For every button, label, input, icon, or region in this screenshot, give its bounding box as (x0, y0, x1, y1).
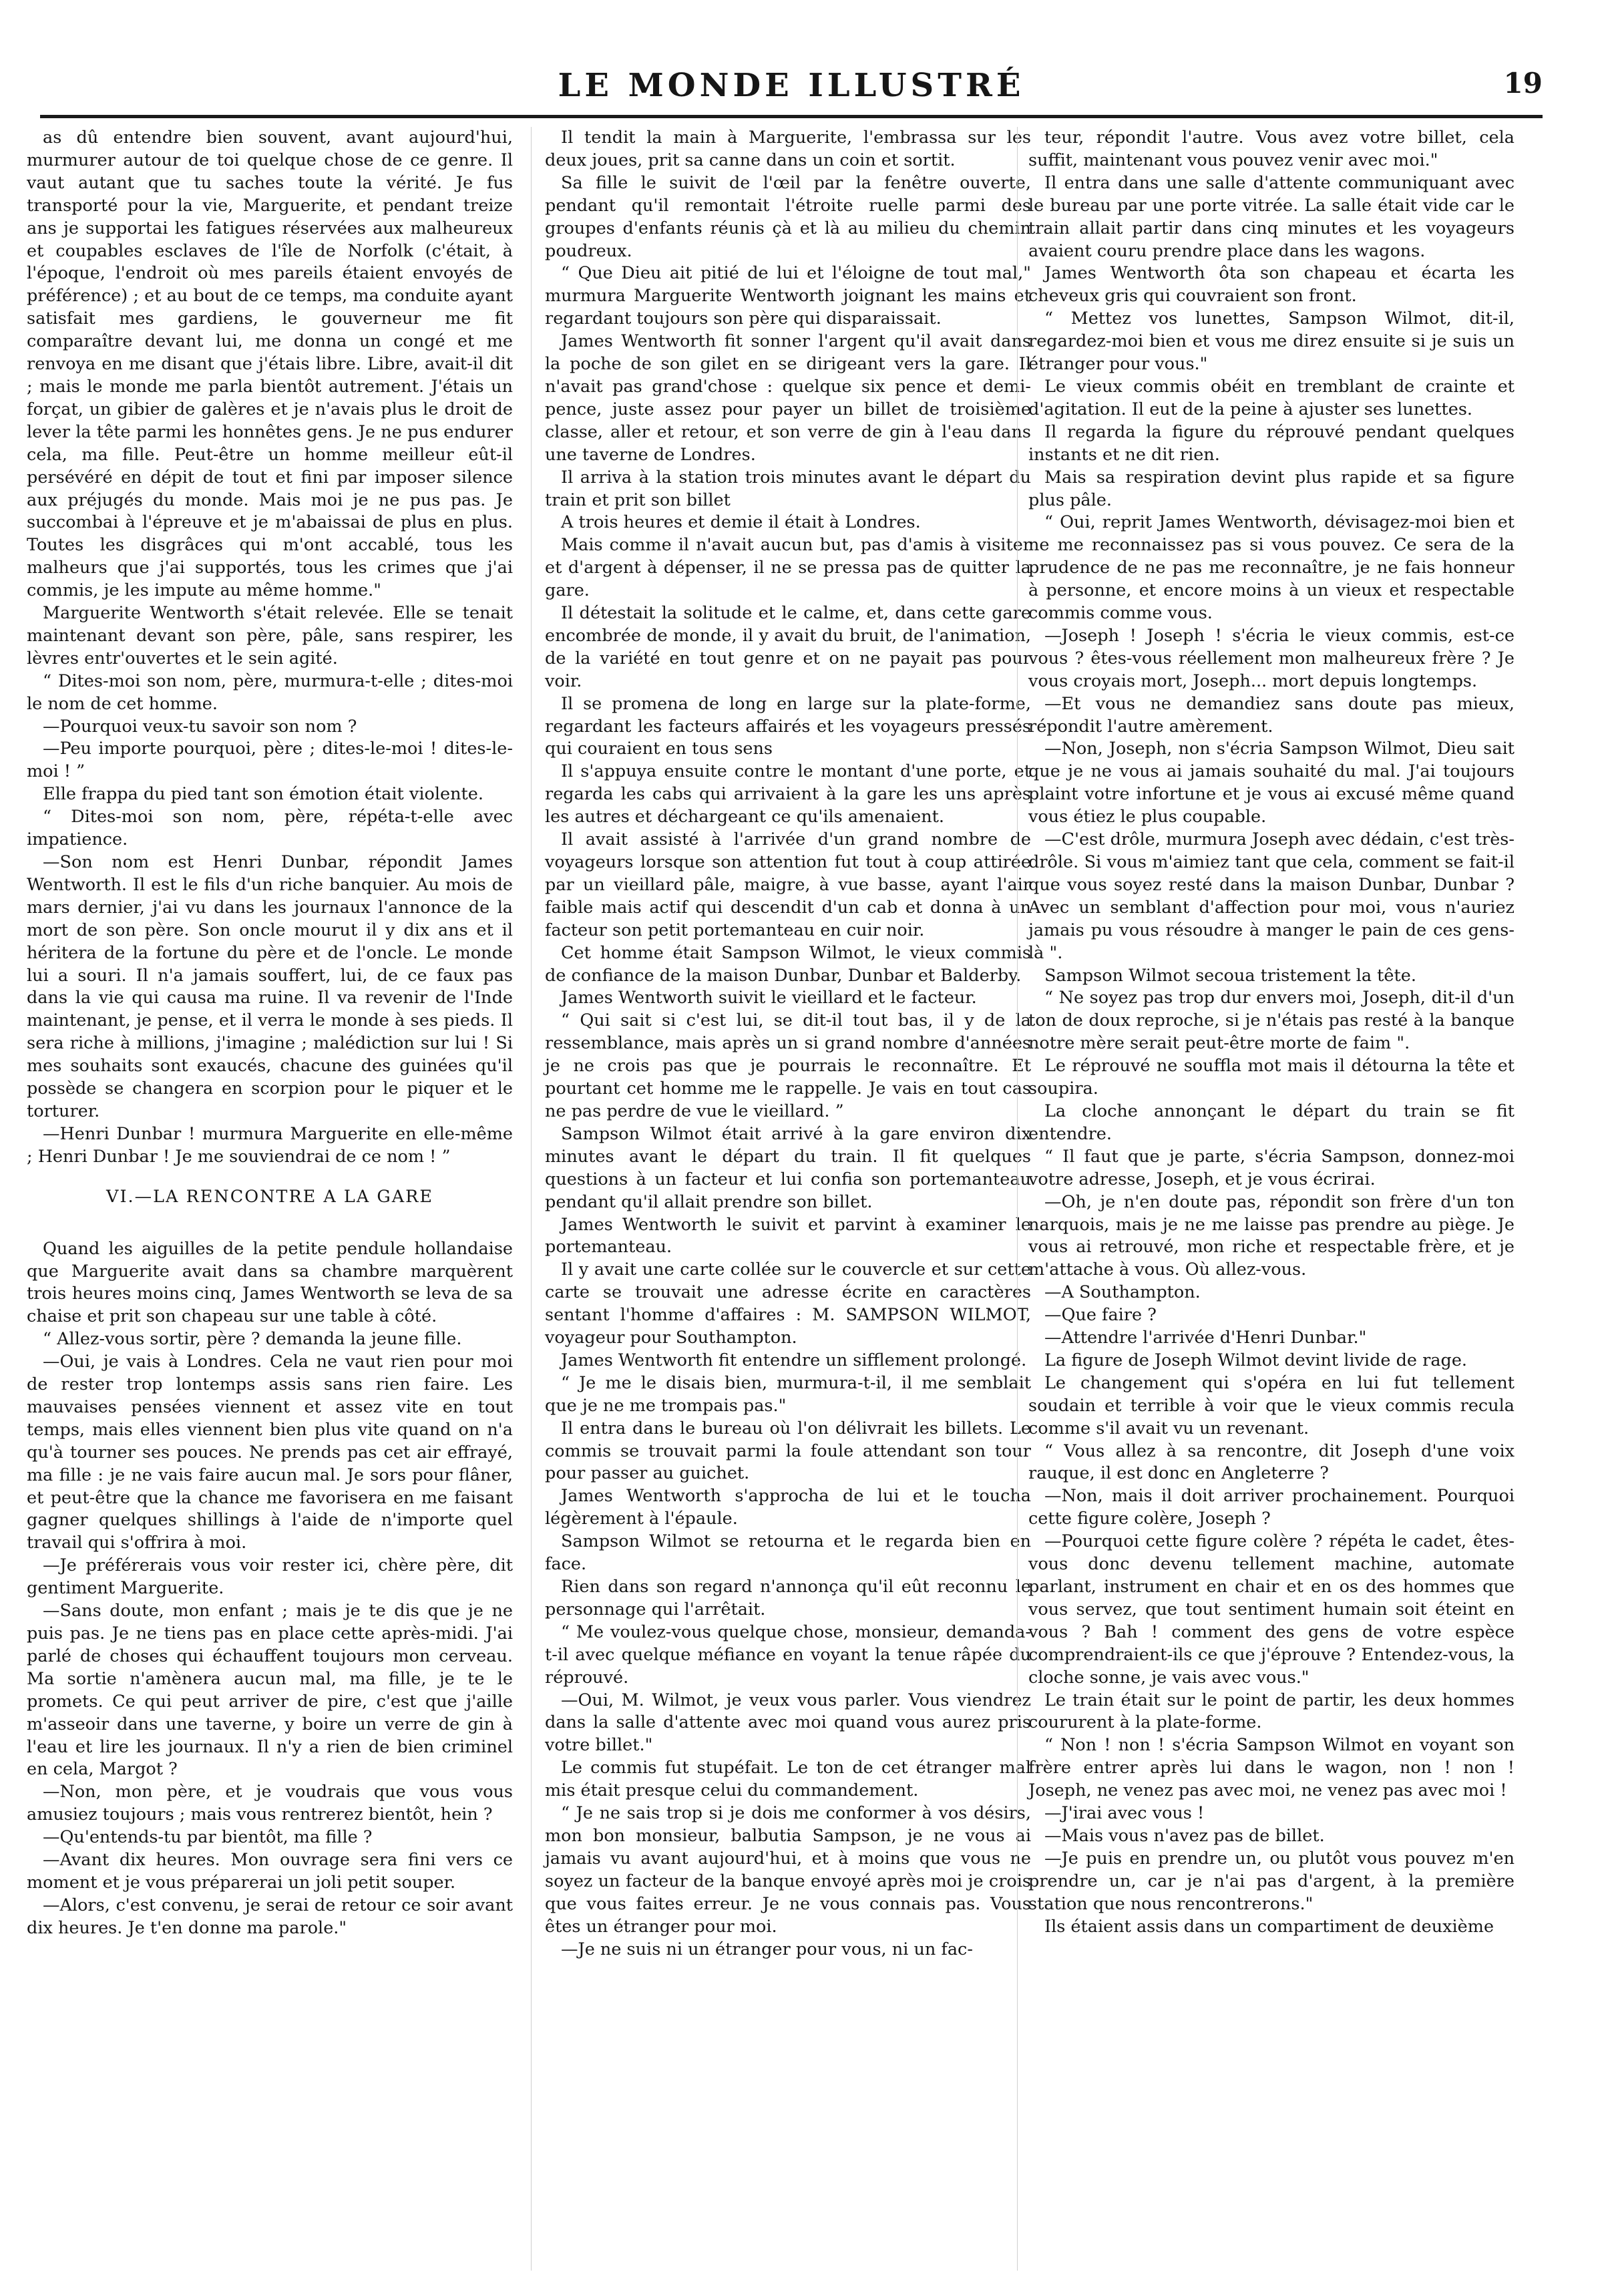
text-column-1 (27, 127, 513, 1940)
paragraph: Il tendit la main à Marguerite, l'embrassa sur les deux joues, prit sa canne dans un coin et sortit. (545, 128, 1031, 170)
paragraph: Sampson Wilmot était arrivé à la gare environ dix minutes avant le départ du train. Il fit quelques questions à un facteur et lui confia son portemanteau pendant qu'il allait prendre son billet. (545, 1123, 1031, 1212)
paragraph: Sampson Wilmot secoua tristement la tête. (1044, 965, 1416, 986)
paragraph: —Que faire ? (1044, 1305, 1157, 1326)
paragraph: “ Je me le disais bien, murmura-t-il, il me semblait que je ne me trompais pas." (545, 1372, 1031, 1416)
paragraph: —Oui, je vais à Londres. Cela ne vaut rien pour moi de rester trop lontemps assis sans rien faire. Les mauvaises pensées viennent et assez vite en tout temps, mais elles viennent bien plus vite quand on n'a qu'à tourner ses pouces. Ne prends pas cet air effrayé, ma fille : je ne vais faire aucun mal. Je sors pour flâner, et peut-être que la chance me favorisera en me faisant gagner quelques shillings à l'aide de n'importe quel travail qui s'offrira à moi. (27, 1352, 513, 1553)
paragraph: Il entra dans le bureau où l'on délivrait les billets. Le commis se trouvait parmi la foule attendant son tour pour passer au guichet. (545, 1418, 1031, 1484)
paragraph: Il s'appuya ensuite contre le montant d'une porte, et regarda les cabs qui arrivaient à la gare les uns après les autres et déchargeant ce qu'ils amenaient. (545, 761, 1031, 827)
paragraph: Elle frappa du pied tant son émotion était violente. (43, 784, 483, 805)
paragraph: A trois heures et demie il était à Londres. (561, 512, 921, 533)
paragraph: —Sans doute, mon enfant ; mais je te dis que je ne puis pas. Je ne tiens pas en place cette après-midi. J'ai parlé de choses qui échauffent toujours mon cerveau. Ma sortie n'amènera aucun mal, ma fille, je te le promets. Ce qui peut arriver de pire, c'est que j'aille m'asseoir dans une taverne, y boire un verre de gin à l'eau et lire les journaux. Il n'y a rien de bien criminel en cela, Margot ? (27, 1601, 513, 1780)
paragraph: —Peu importe pourquoi, père ; dites-le-moi ! dites-le-moi ! ” (27, 739, 513, 782)
paragraph: —Henri Dunbar ! murmura Marguerite en elle-même ; Henri Dunbar ! Je me souviendrai de ce nom ! ” (27, 1123, 513, 1167)
paragraph: —Je préférerais vous voir rester ici, chère père, dit gentiment Marguerite. (27, 1555, 513, 1599)
section-heading: VI.—LA RENCONTRE A LA GARE (106, 1186, 433, 1207)
paragraph: —A Southampton. (1044, 1282, 1201, 1303)
text-column-2 (545, 127, 1031, 1961)
paragraph: Il entra dans une salle d'attente communiquant avec le bureau par une porte vitrée. La salle était vide car le train allait partir dans cinq minutes et les voyageurs avaient couru prendre place dans les wagons. (1028, 172, 1514, 261)
paragraph: “ Que Dieu ait pitié de lui et l'éloigne de tout mal," murmura Marguerite Wentworth joignant les mains et regardant toujours son père qui disparaissait. (545, 263, 1031, 329)
paragraph: Mais sa respiration devint plus rapide et sa figure plus pâle. (1028, 467, 1514, 510)
paragraph: “ Vous allez à sa rencontre, dit Joseph d'une voix rauque, il est donc en Angleterre ? (1028, 1441, 1514, 1484)
paragraph: —Alors, c'est convenu, je serai de retour ce soir avant dix heures. Je t'en donne ma parole." (27, 1895, 513, 1938)
newspaper-title: LE MONDE ILLUSTRÉ (558, 67, 1025, 104)
paragraph: Le vieux commis obéit en tremblant de crainte et d'agitation. Il eut de la peine à ajuster ses lunettes. (1028, 376, 1514, 419)
header-rule (40, 115, 1543, 118)
paragraph: —Mais vous n'avez pas de billet. (1044, 1825, 1325, 1846)
masthead (40, 67, 1543, 114)
paragraph: “ Mettez vos lunettes, Sampson Wilmot, dit-il, regardez-moi bien et vous me direz ensuite si je suis un étranger pour vous." (1028, 309, 1514, 375)
paragraph: “ Ne soyez pas trop dur envers moi, Joseph, dit-il d'un ton de doux reproche, si je n'étais pas resté à la banque notre mère serait peut-être morte de faim ". (1028, 988, 1514, 1054)
paragraph: “ Je ne sais trop si je dois me conformer à vos désirs, mon bon monsieur, balbutia Sampson, je ne vous ai jamais vu avant aujourd'hui, et à moins que vous ne soyez un facteur de la banque envoyé après moi je crois que vous faites erreur. Je ne vous connais pas. Vous êtes un étranger pour moi. (545, 1803, 1031, 1937)
paragraph: Ils étaient assis dans un compartiment de deuxième (1044, 1916, 1494, 1937)
paragraph: Il regarda la figure du réprouvé pendant quelques instants et ne dit rien. (1028, 421, 1514, 465)
paragraph: La cloche annonçant le départ du train se fit entendre. (1028, 1101, 1514, 1144)
paragraph: James Wentworth s'approcha de lui et le toucha légèrement à l'épaule. (545, 1486, 1031, 1529)
page-number: 19 (1503, 67, 1543, 100)
paragraph: Le commis fut stupéfait. Le ton de cet étranger mal mis était presque celui du commandement. (545, 1758, 1031, 1801)
paragraph: Sampson Wilmot se retourna et le regarda bien en face. (545, 1531, 1031, 1575)
paragraph: Rien dans son regard n'annonça qu'il eût reconnu le personnage qui l'arrêtait. (545, 1577, 1031, 1619)
paragraph: —Pourquoi cette figure colère ? répéta le cadet, êtes-vous donc devenu tellement machine, automate parlant, instrument en chair et en os des hommes que vous servez, que tout sentiment humain soit éteint en vous ? Bah ! comment des gens de votre espèce comprendraient-ils ce que j'éprouve ? Entendez-vous, la cloche sonne, je vais avec vous." (1028, 1531, 1514, 1688)
paragraph: James Wentworth le suivit et parvint à examiner le portemanteau. (545, 1214, 1031, 1258)
paragraph: —Son nom est Henri Dunbar, répondit James Wentworth. Il est le fils d'un riche banquier. Au mois de mars dernier, j'ai vu dans les journaux l'annonce de la mort de son père. Son oncle mourut il y dix ans et il héritera de la fortune du père et de l'oncle. Le monde lui a souri. Il n'a jamais souffert, lui, de ce faux pas dans la vie qui causa ma ruine. Il va revenir de l'Inde maintenant, je pense, et il verra le monde à ses pieds. Il sera riche à millions, j'imagine ; malédiction sur lui ! Si mes souhaits sont exaucés, chacune des guinées qu'il possède se changera en scorpion pour le piquer et le torturer. (27, 852, 513, 1121)
paragraph: Le train était sur le point de partir, les deux hommes coururent à la plate-forme. (1028, 1690, 1514, 1733)
paragraph: “ Qui sait si c'est lui, se dit-il tout bas, il y de la ressemblance, mais après un si grand nombre d'années je ne crois pas que je pourrais le reconnaître. Et pourtant cet homme me le rappelle. Je vais en tout cas ne pas perdre de vue le vieillard. ” (545, 1010, 1031, 1121)
paragraph: “ Allez-vous sortir, père ? demanda la jeune fille. (43, 1329, 462, 1350)
paragraph: James Wentworth suivit le vieillard et le facteur. (561, 988, 977, 1008)
paragraph: —Oui, M. Wilmot, je veux vous parler. Vous viendrez dans la salle d'attente avec moi quand vous aurez pris votre billet." (545, 1690, 1031, 1756)
paragraph: —Je ne suis ni un étranger pour vous, ni un fac- (561, 1939, 973, 1959)
paragraph: Il se promena de long en large sur la plate-forme, regardant les facteurs affairés et les voyageurs pressés qui couraient en tous sens (545, 693, 1031, 759)
paragraph: —Non, mon père, et je voudrais que vous vous amusiez toujours ; mais vous rentrerez bientôt, hein ? (27, 1782, 513, 1825)
paragraph: as dû entendre bien souvent, avant aujourd'hui, murmurer autour de toi quelque chose de ce genre. Il vaut autant que tu saches toute la vérité. Je fus transporté pour la vie, Marguerite, et pendant treize ans je supportai les fatigues réservées aux malheureux et coupables esclaves de l'île de Norfolk (c'était, à l'époque, l'endroit où mes pareils étaient envoyés de préférence) ; et au bout de ce temps, ma conduite ayant satisfait mes gardiens, le gouverneur me fit comparaître devant lui, me donna un congé et me renvoya en me disant que j'étais libre. Libre, avait-il dit ; mais le monde me parla bientôt autrement. J'étais un forçat, un gibier de galères et je n'avais plus le droit de lever la tête parmi les honnêtes gens. Je ne pus endurer cela, ma fille. Peut-être un homme meilleur eût-il persévéré en dépit de tout et fini par imposer silence aux préjugés du monde. Mais moi je ne pus pas. Je succombai à l'épreuve et je m'abaissai de plus en plus. Toutes les disgrâces qui m'ont accablé, tous les malheurs que j'ai supportés, tous les crimes que j'ai commis, je les impute au même homme." (27, 128, 513, 601)
paragraph: —Pourquoi veux-tu savoir son nom ? (43, 716, 357, 737)
paragraph: James Wentworth fit entendre un sifflement prolongé. (561, 1350, 1027, 1370)
paragraph: Le changement qui s'opéra en lui fut tellement soudain et terrible à voir que le vieux commis recula comme s'il avait vu un revenant. (1028, 1372, 1514, 1439)
column-divider (1017, 127, 1018, 2271)
paragraph: —Non, mais il doit arriver prochainement. Pourquoi cette figure colère, Joseph ? (1028, 1486, 1514, 1529)
paragraph: —C'est drôle, murmura Joseph avec dédain, c'est très-drôle. Si vous m'aimiez tant que cela, comment se fait-il que vous soyez resté dans la maison Dunbar, Dunbar ? Avec un semblant d'affection pour moi, vous n'auriez jamais pu vous résoudre à manger le pain de ces gens-là ". (1028, 829, 1514, 963)
paragraph: “ Il faut que je parte, s'écria Sampson, donnez-moi votre adresse, Joseph, et je vous écrirai. (1028, 1146, 1514, 1189)
paragraph: Il détestait la solitude et le calme, et, dans cette gare encombrée de monde, il y avait du bruit, de l'animation, de la variété en tout genre et on ne payait pas pour voir. (545, 603, 1031, 691)
paragraph: “ Oui, reprit James Wentworth, dévisagez-moi bien et ne me reconnaissez pas si vous pouvez. Ce sera de la prudence de ne pas me reconnaître, je ne fais honneur à personne, et encore moins à un vieux et respectable commis comme vous. (1028, 512, 1514, 624)
paragraph: La figure de Joseph Wilmot devint livide de rage. (1044, 1350, 1468, 1370)
paragraph: —Et vous ne demandiez sans doute pas mieux, répondit l'autre amèrement. (1028, 693, 1514, 737)
paragraph: Cet homme était Sampson Wilmot, le vieux commis de confiance de la maison Dunbar, Dunbar et Balderby. (545, 942, 1031, 986)
paragraph: “ Me voulez-vous quelque chose, monsieur, demanda-t-il avec quelque méfiance en voyant la tenue râpée du réprouvé. (545, 1621, 1031, 1688)
paragraph: James Wentworth ôta son chapeau et écarta les cheveux gris qui couvraient son front. (1028, 263, 1514, 307)
paragraph: Il arriva à la station trois minutes avant le départ du train et prit son billet (545, 467, 1031, 510)
paragraph: James Wentworth fit sonner l'argent qu'il avait dans la poche de son gilet en se dirigeant vers la gare. Il n'avait pas grand'chose : quelque six pence et demi-pence, juste assez pour payer un billet de troisième classe, aller et retour, et son verre de gin à l'eau dans une taverne de Londres. (545, 331, 1031, 465)
paragraph: Le réprouvé ne souffla mot mais il détourna la tête et soupira. (1028, 1056, 1514, 1099)
paragraph: —Non, Joseph, non s'écria Sampson Wilmot, Dieu sait que je ne vous ai jamais souhaité du mal. J'ai toujours plaint votre infortune et je vous ai excusé même quand vous étiez le plus coupable. (1028, 739, 1514, 827)
paragraph: —Oh, je n'en doute pas, répondit son frère d'un ton narquois, mais je ne me laisse pas prendre au piège. Je vous ai retrouvé, mon riche et respectable frère, et je m'attache à vous. Où allez-vous. (1028, 1191, 1514, 1280)
paragraph: —Avant dix heures. Mon ouvrage sera fini vers ce moment et je vous préparerai un joli petit souper. (27, 1850, 513, 1893)
paragraph: —Je puis en prendre un, ou plutôt vous pouvez m'en prendre un, car je n'ai pas d'argent, à la première station que nous rencontrerons." (1028, 1848, 1514, 1914)
paragraph: —Joseph ! Joseph ! s'écria le vieux commis, est-ce vous ? êtes-vous réellement mon malheureux frère ? Je vous croyais mort, Joseph... mort depuis longtemps. (1028, 625, 1514, 691)
paragraph: —Qu'entends-tu par bientôt, ma fille ? (43, 1827, 373, 1848)
paragraph: “ Non ! non ! s'écria Sampson Wilmot en voyant son frère entrer après lui dans le wagon, non ! non ! Joseph, ne venez pas avec moi, ne venez pas avec moi ! (1028, 1735, 1514, 1801)
paragraph: Mais comme il n'avait aucun but, pas d'amis à visiter et d'argent à dépenser, il ne se pressa pas de quitter la gare. (545, 535, 1031, 601)
paragraph: —Attendre l'arrivée d'Henri Dunbar." (1044, 1328, 1367, 1348)
paragraph: —J'irai avec vous ! (1044, 1803, 1205, 1824)
paragraph: Il avait assisté à l'arrivée d'un grand nombre de voyageurs lorsque son attention fut tout à coup attirée par un vieillard pâle, maigre, à vue basse, ayant l'air faible mais actif qui descendit d'un cab et donna à un facteur son petit portemanteau en cuir noir. (545, 829, 1031, 940)
paragraph: teur, répondit l'autre. Vous avez votre billet, cela suffit, maintenant vous pouvez venir avec moi." (1028, 128, 1514, 170)
paragraph: “ Dites-moi son nom, père, répéta-t-elle avec impatience. (27, 807, 513, 850)
paragraph: Quand les aiguilles de la petite pendule hollandaise que Marguerite avait dans sa chambre marquèrent trois heures moins cinq, James Wentworth se leva de sa chaise et prit son chapeau sur une table à côté. (27, 1238, 513, 1327)
paragraph: Sa fille le suivit de l'œil par la fenêtre ouverte, pendant qu'il remontait l'étroite ruelle parmi des groupes d'enfants réunis çà et là au milieu du chemin poudreux. (545, 172, 1031, 261)
column-divider (531, 127, 532, 2271)
paragraph: “ Dites-moi son nom, père, murmura-t-elle ; dites-moi le nom de cet homme. (27, 671, 513, 714)
paragraph: Marguerite Wentworth s'était relevée. Elle se tenait maintenant devant son père, pâle, sans respirer, les lèvres entr'ouvertes et le sein agité. (27, 603, 513, 668)
text-column-3 (1028, 127, 1514, 1939)
paragraph: Il y avait une carte collée sur le couvercle et sur cette carte se trouvait une adresse écrite en caractères sentant l'homme d'affaires : M. SAMPSON WILMOT, voyageur pour Southampton. (545, 1260, 1031, 1348)
